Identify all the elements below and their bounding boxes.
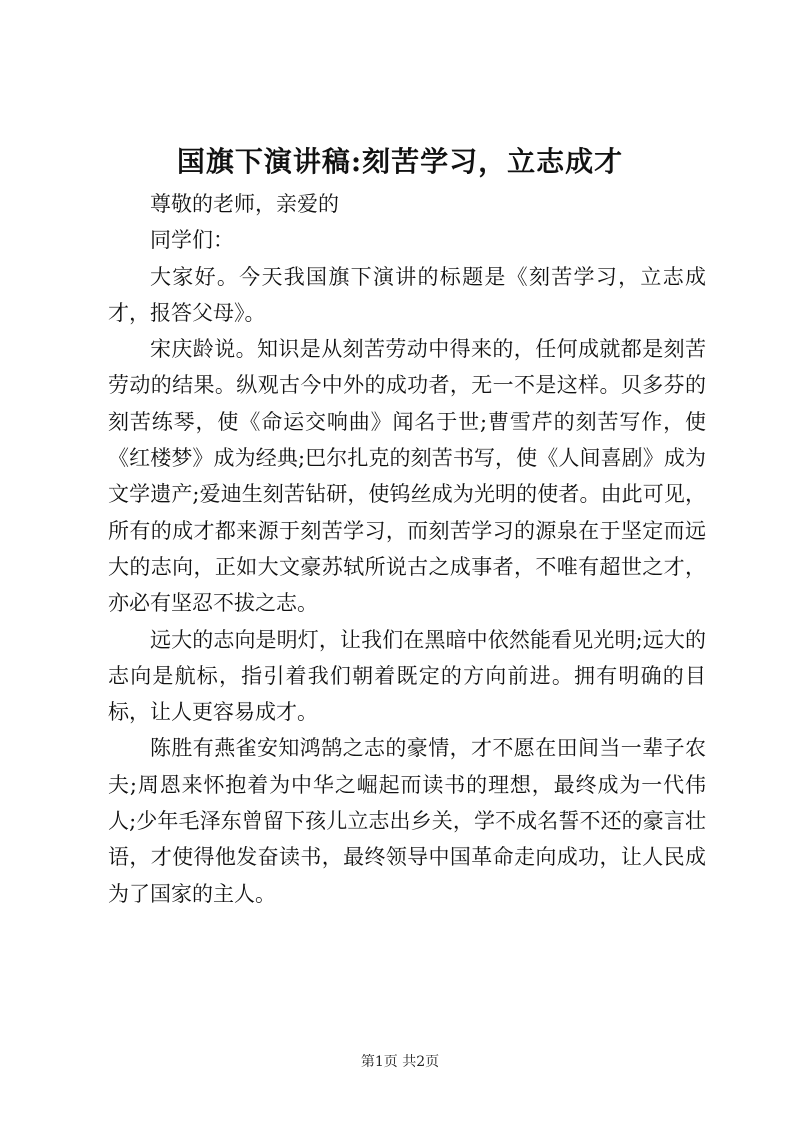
paragraph-diligence: 宋庆龄说。知识是从刻苦劳动中得来的，任何成就都是刻苦劳动的结果。纵观古今中外的成功者，无一不是这样。贝多芬的刻苦练琴，使《命运交响曲》闻名于世;曹雪芹的刻苦写作，使《红楼梦》成为经典;巴尔扎克的刻苦书写，使《人间喜剧》成为文学遗产;爱迪生刻苦钻研，使钨丝成为光明的使者。由此可见，所有的成才都来源于刻苦学习，而刻苦学习的源泉在于坚定而远大的志向，正如大文豪苏轼所说古之成事者，不唯有超世之才，亦必有坚忍不拔之志。 <box>108 337 706 616</box>
paragraph-salutation: 尊敬的老师，亲爱的 <box>150 192 339 216</box>
paragraph-examples: 陈胜有燕雀安知鸿鹄之志的豪情，才不愿在田间当一辈子农夫;周恩来怀抱着为中华之崛起而读书的理想，最终成为一代伟人;少年毛泽东曾留下孩儿立志出乡关，学不成名誓不还的豪言壮语，才使得他发奋读书，最终领导中国革命走向成功，让人民成为了国家的主人。 <box>108 736 706 906</box>
paragraph-ambition: 远大的志向是明灯，让我们在黑暗中依然能看见光明;远大的志向是航标，指引着我们朝着既定的方向前进。拥有明确的目标，让人更容易成才。 <box>108 627 706 725</box>
document-body <box>108 186 706 912</box>
paragraph-greeting: 大家好。今天我国旗下演讲的标题是《刻苦学习，立志成才，报答父母》。 <box>108 264 706 325</box>
document-title: 国旗下演讲稿:刻苦学习，立志成才 <box>176 145 624 178</box>
page-footer: 第1页 共2页 <box>360 1054 440 1070</box>
paragraph-salutation-continued: 同学们： <box>150 228 234 253</box>
